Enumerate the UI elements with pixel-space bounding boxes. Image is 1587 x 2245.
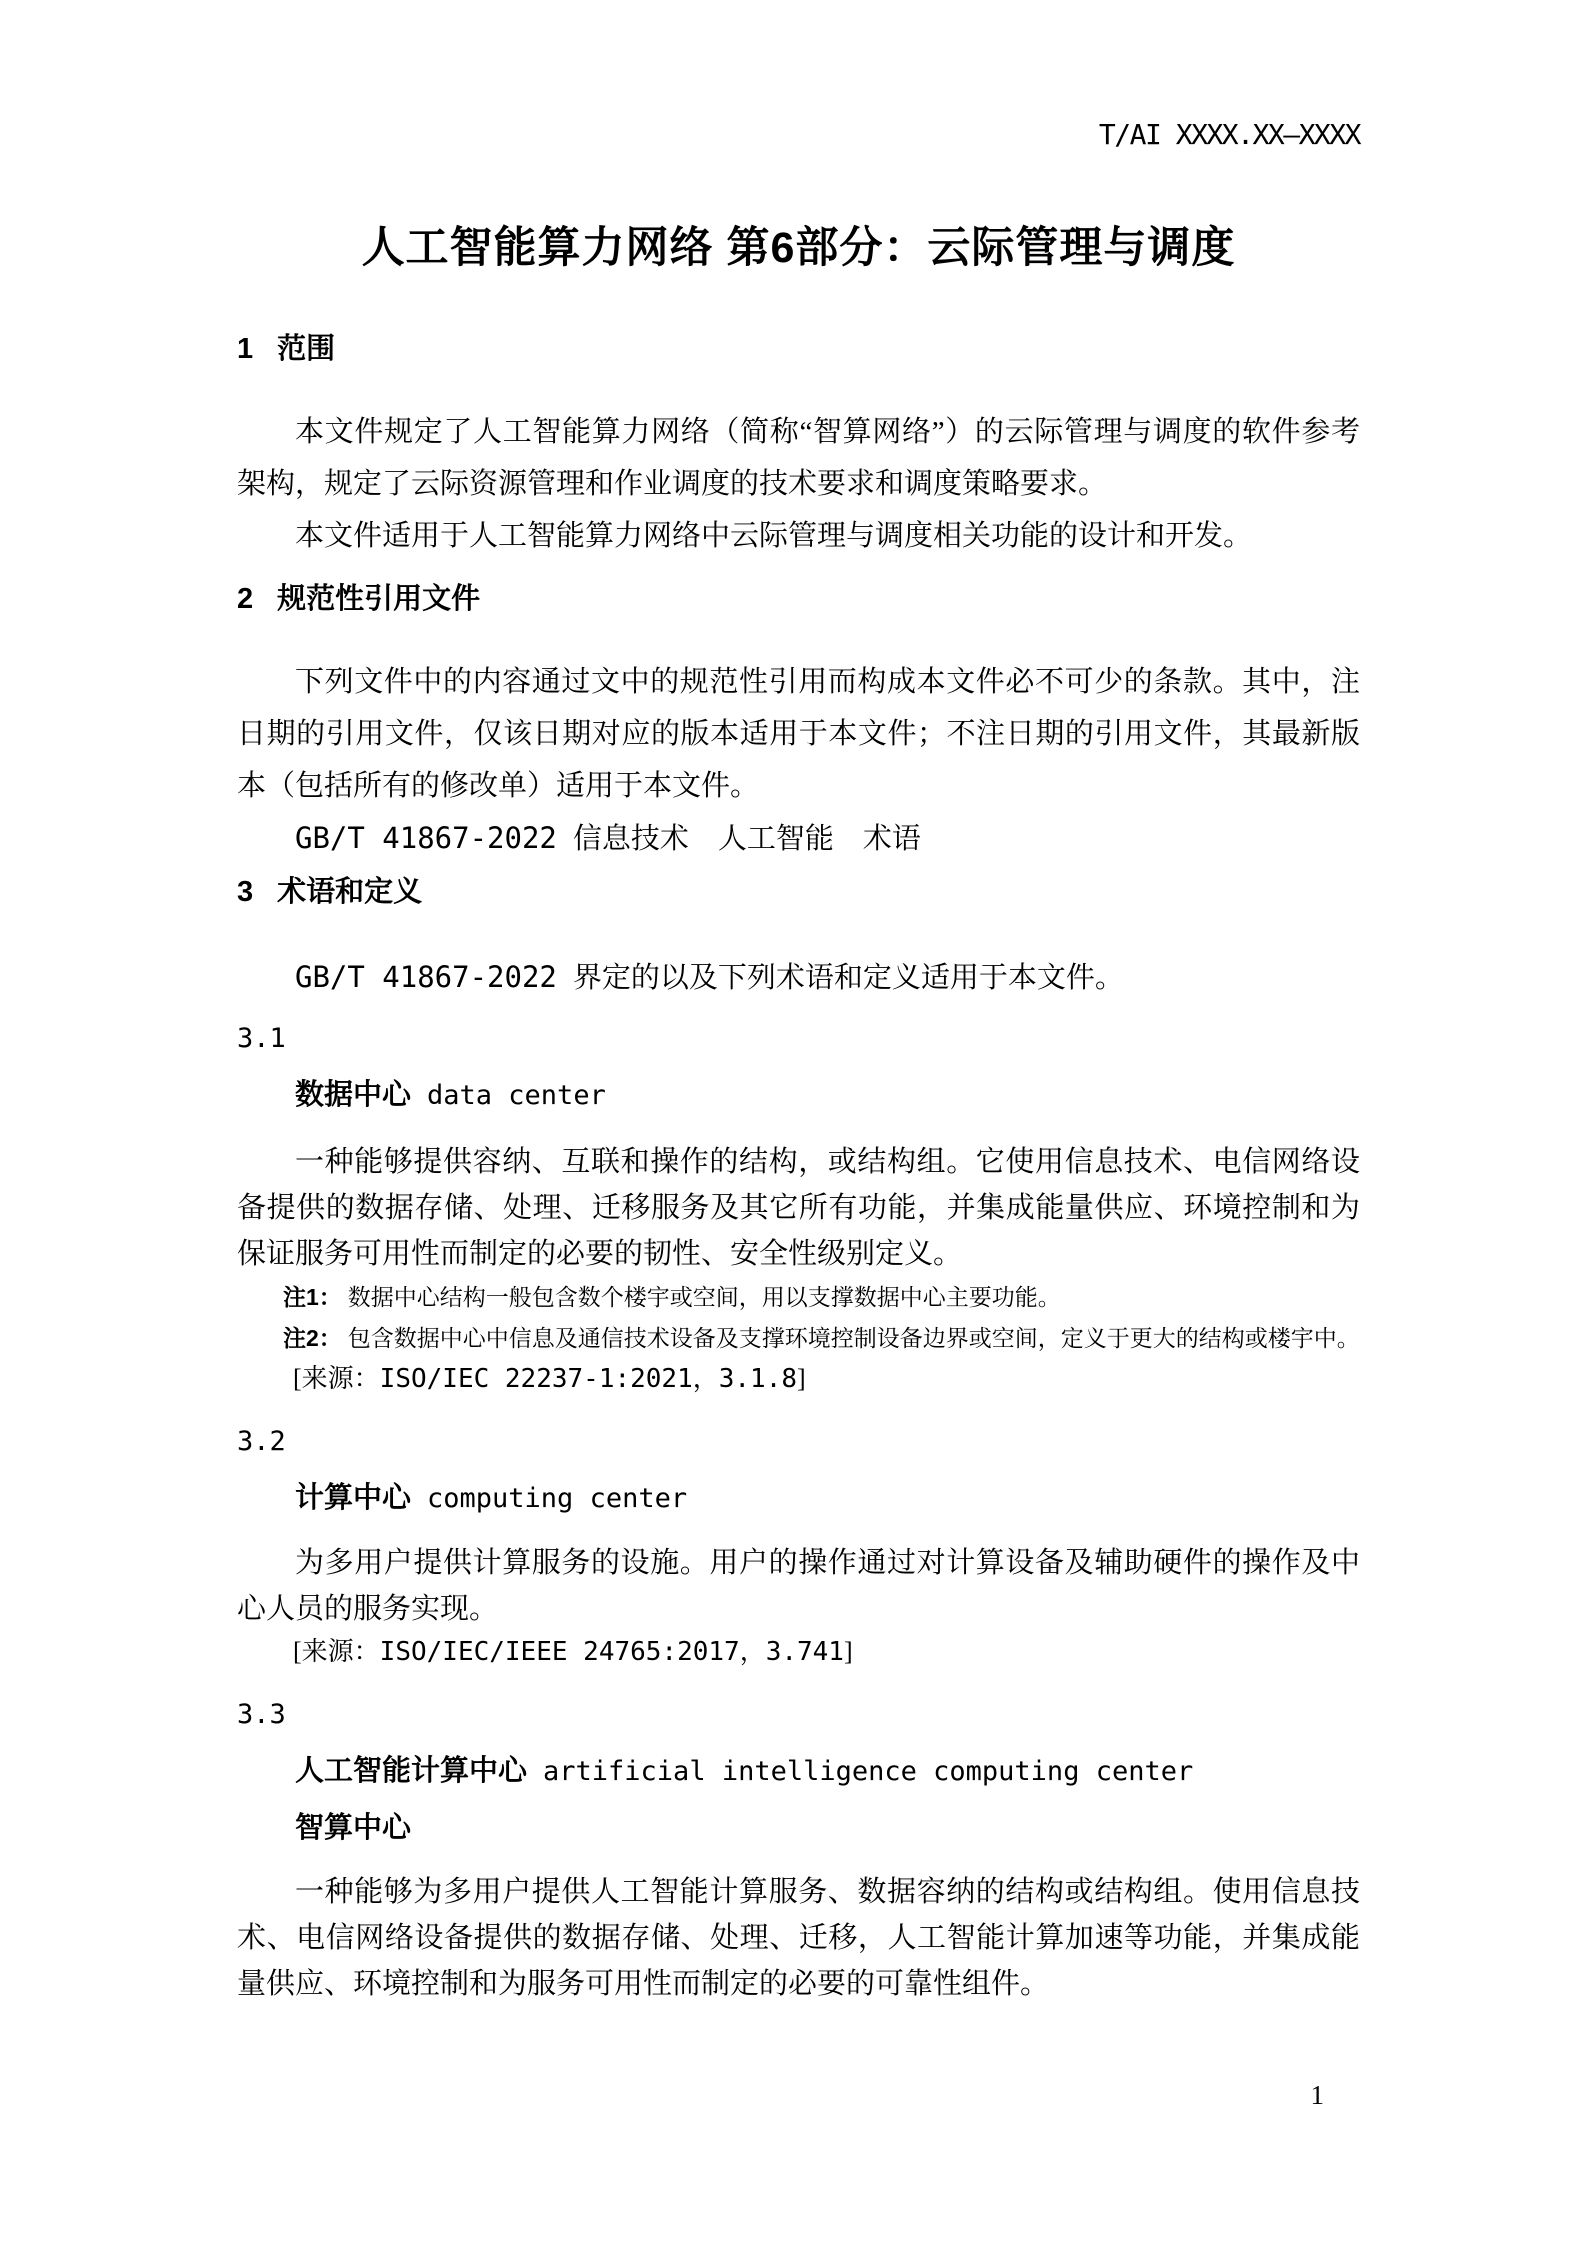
term-en-label: computing center: [427, 1483, 688, 1514]
term-source: [237, 1359, 1360, 1399]
note-2-text: 包含数据中心中信息及通信技术设备及支撑环境控制设备边界或空间，定义于更大的结构或楼宇中。: [347, 1326, 1360, 1351]
terms-intro-text: 界定的以及下列术语和定义适用于本文件。: [572, 962, 1124, 994]
term-source: [237, 1632, 1360, 1672]
note-2: [237, 1318, 1360, 1359]
scope-paragraph-1: 本文件规定了人工智能算力网络（简称“智算网络”）的云际管理与调度的软件参考架构，规定了云际资源管理和作业调度的技术要求和调度策略要求。: [237, 416, 1360, 500]
term-en-label: data center: [427, 1080, 606, 1111]
section-2-body: [237, 656, 1360, 865]
term-definition: 为多用户提供计算服务的设施。用户的操作通过对计算设备及辅助硬件的操作及中心人员的服务实现。: [237, 1547, 1360, 1625]
note-2-label: 注2：: [283, 1325, 342, 1351]
section-2-number: 2: [237, 583, 254, 615]
term-definition: 一种能够为多用户提供人工智能计算服务、数据容纳的结构或结构组。使用信息技术、电信网络设备提供的数据存储、处理、迁移，人工智能计算加速等功能，并集成能量供应、环境控制和为服务可用性而制定的必要的可靠性组件。: [237, 1876, 1360, 2000]
source-reference: ISO/IEC/IEEE 24765:2017，3.741: [379, 1637, 844, 1667]
term-id-3-3: 3.3: [237, 1699, 286, 1730]
document-title: 人工智能算力网络 第6部分：云际管理与调度: [361, 224, 1236, 272]
term-heading-3-2: [237, 1477, 1360, 1520]
term-alias-3-3: [237, 1807, 1360, 1849]
reference-title: 信息技术 人工智能 术语: [572, 823, 921, 855]
term-definition: 一种能够提供容纳、互联和操作的结构，或结构组。它使用信息技术、电信网络设备提供的数据存储、处理、迁移服务及其它所有功能，并集成能量供应、环境控制和为保证服务可用性而制定的必要的韧性、安全性级别定义。: [237, 1146, 1360, 1270]
source-prefix: [来源：: [293, 1637, 380, 1666]
source-prefix: [来源：: [293, 1364, 380, 1393]
section-1-body: [237, 406, 1360, 562]
note-1-text: 数据中心结构一般包含数个楼宇或空间，用以支撑数据中心主要功能。: [347, 1285, 1061, 1310]
source-reference: ISO/IEC 22237-1:2021，3.1.8: [379, 1364, 798, 1394]
term-en-label: artificial intelligence computing center: [543, 1756, 1194, 1787]
term-zh-label: 人工智能计算中心: [295, 1755, 528, 1787]
reference-code: GB/T 41867-2022: [295, 821, 557, 855]
term-zh-label: 数据中心: [295, 1079, 412, 1111]
note-1: [237, 1277, 1360, 1318]
section-3-number: 3: [237, 876, 254, 908]
section-2-title: 规范性引用文件: [277, 583, 481, 615]
standard-number-header: T/AI XXXX.XX—XXXX: [1098, 118, 1360, 151]
terms-intro: [237, 951, 1360, 1004]
source-suffix: ]: [843, 1637, 853, 1666]
page-number: 1: [1310, 2080, 1324, 2110]
source-suffix: ]: [797, 1364, 806, 1393]
term-heading-3-1: [237, 1074, 1360, 1117]
term-heading-3-3: [237, 1750, 1360, 1793]
normative-reference-paragraph: 下列文件中的内容通过文中的规范性引用而构成本文件必不可少的条款。其中，注日期的引用文件，仅该日期对应的版本适用于本文件；不注日期的引用文件，其最新版本（包括所有的修改单）适用于本文件。: [237, 666, 1360, 802]
term-id-3-1: 3.1: [237, 1023, 286, 1054]
note-1-label: 注1：: [283, 1284, 342, 1310]
section-1-title: 范围: [277, 333, 336, 365]
normative-reference-item: [237, 812, 1360, 865]
term-id-3-2: 3.2: [237, 1426, 286, 1457]
terms-intro-code: GB/T 41867-2022: [295, 960, 557, 994]
scope-paragraph-2: 本文件适用于人工智能算力网络中云际管理与调度相关功能的设计和开发。: [295, 520, 1253, 552]
section-1-number: 1: [237, 333, 254, 365]
term-notes: [237, 1277, 1360, 1359]
section-3-title: 术语和定义: [277, 876, 423, 908]
section-3-heading: [237, 871, 1360, 913]
term-zh-label: 计算中心: [295, 1482, 412, 1514]
section-1-heading: [237, 328, 1360, 370]
term-alias-label: 智算中心: [295, 1812, 412, 1844]
section-2-heading: [237, 578, 1360, 620]
